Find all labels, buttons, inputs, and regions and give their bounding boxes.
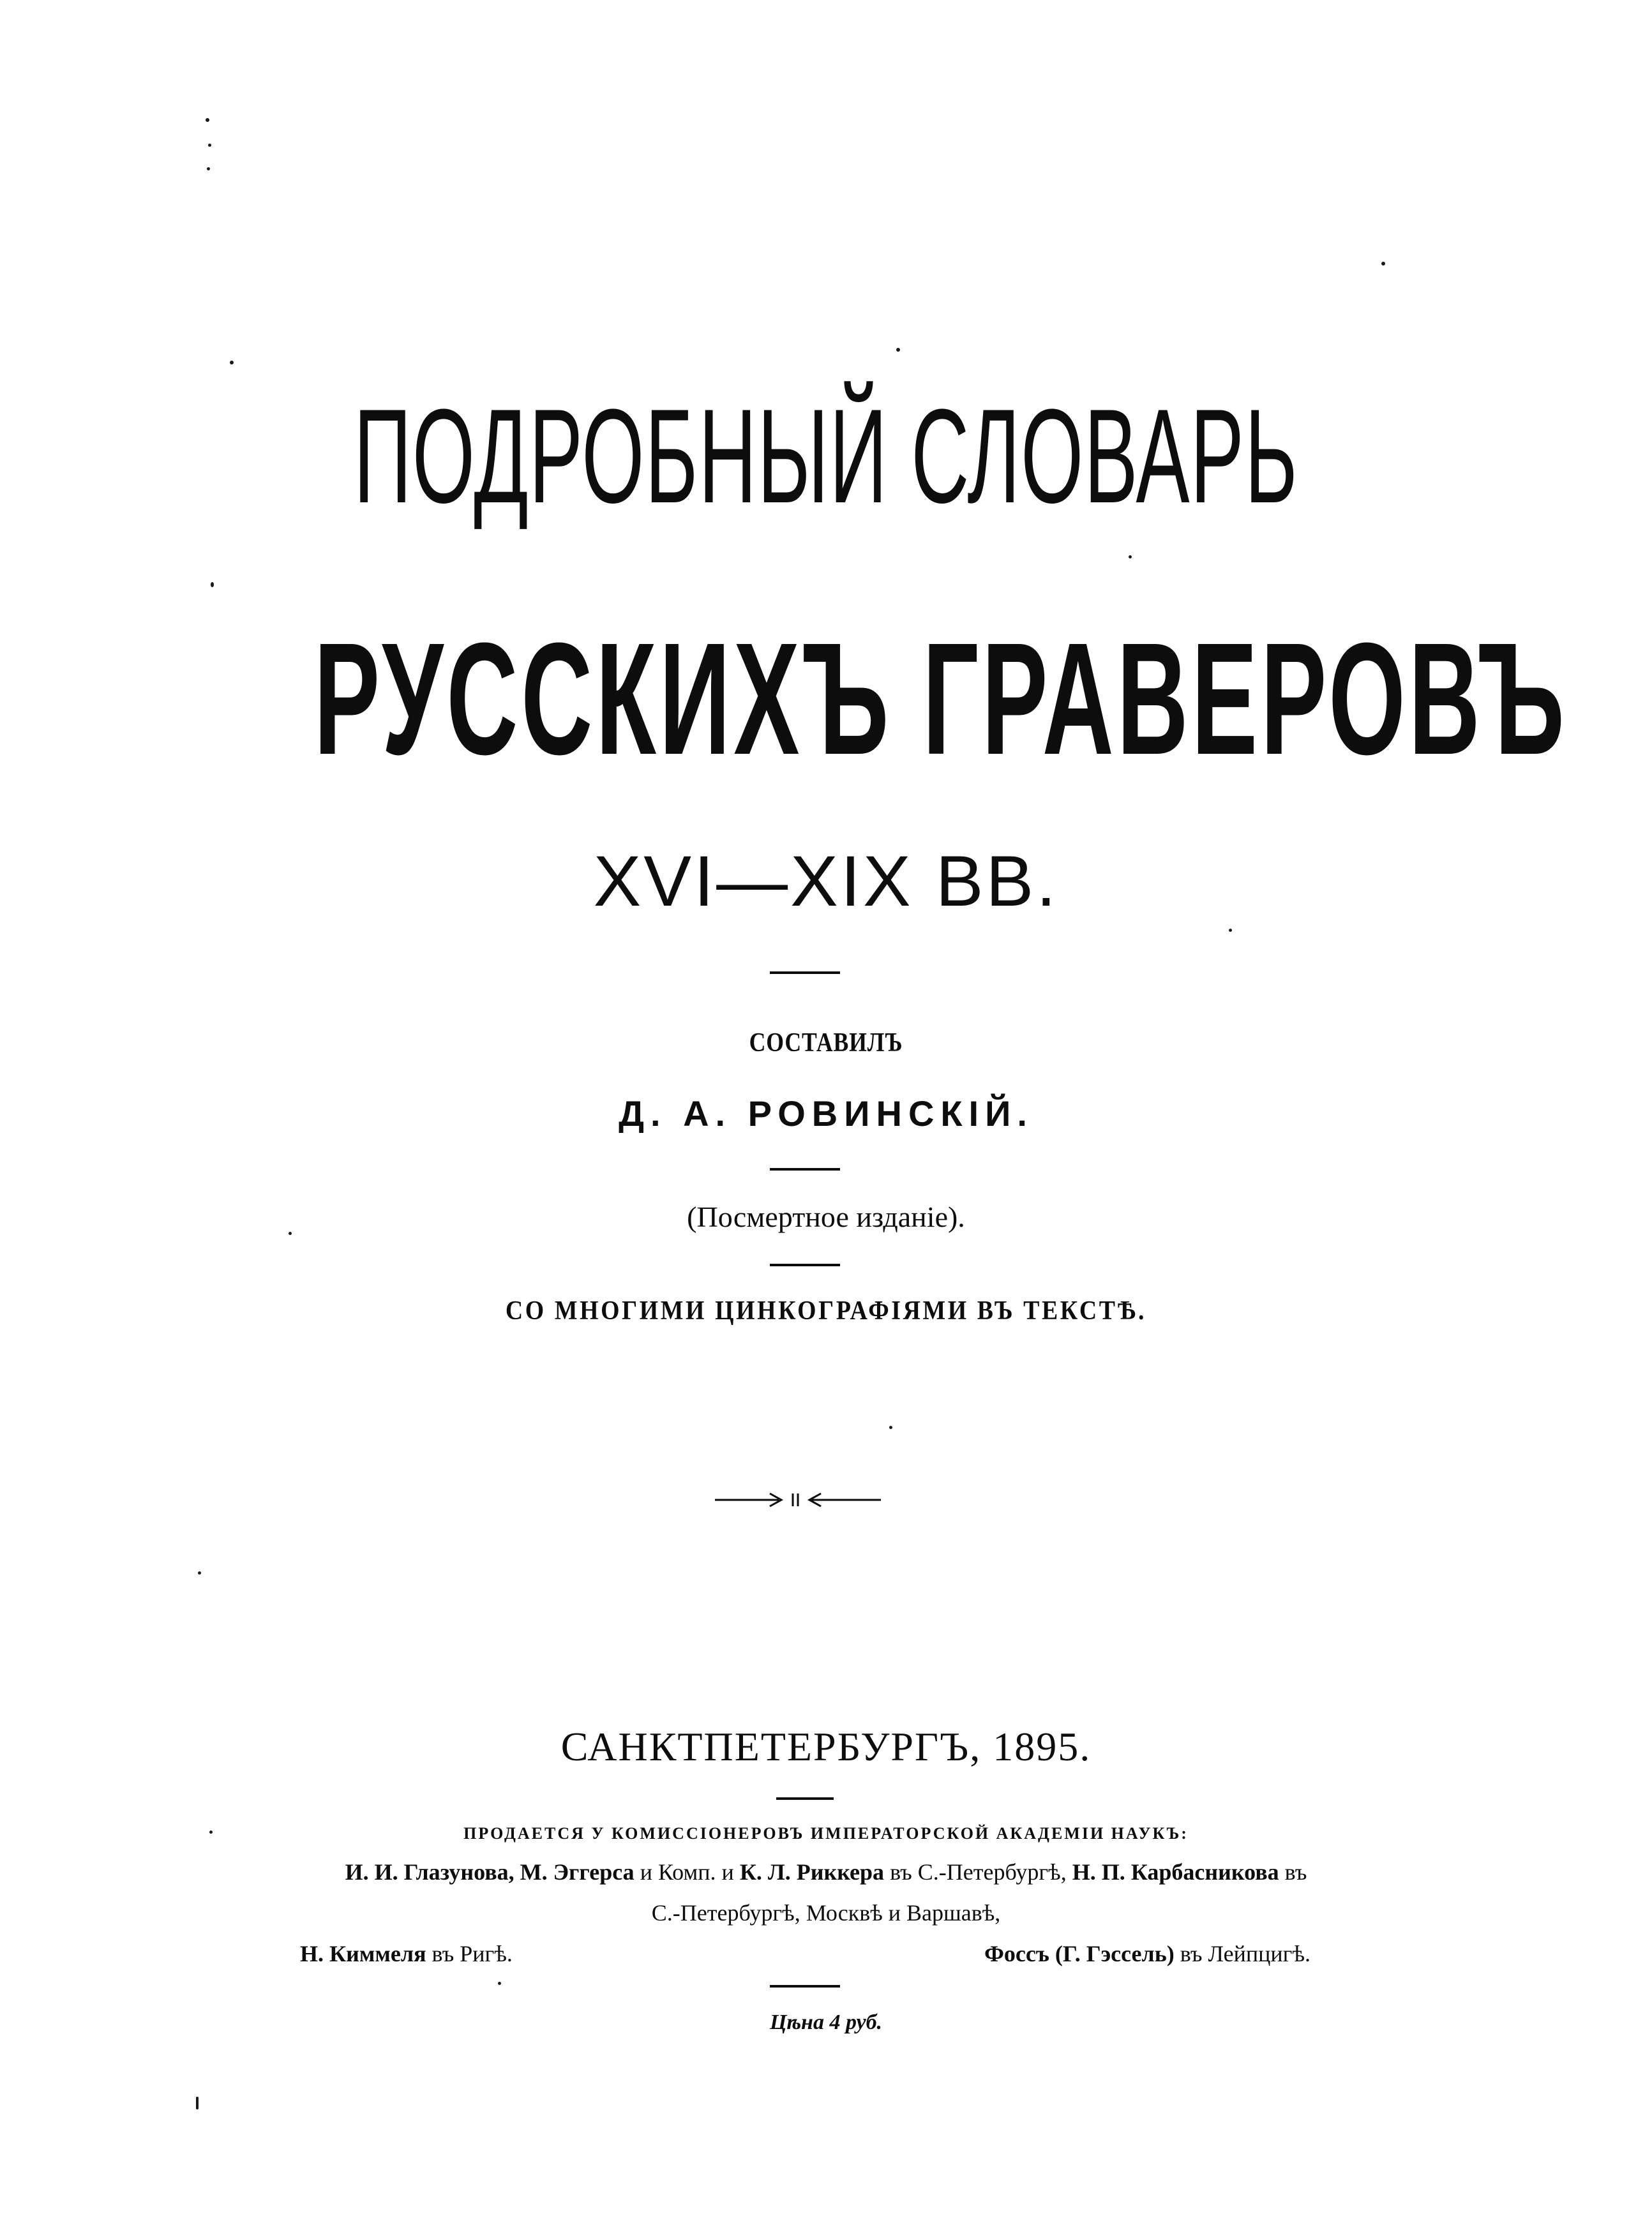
seller-kimmel: Н. Киммеля (300, 1941, 426, 1966)
scan-speck (198, 1571, 201, 1575)
illustrations-note: СО МНОГИМИ ЦИНКОГРАФІЯМИ ВЪ ТЕКСТѢ. (505, 1296, 1147, 1326)
seller-eggers: М. Эггерса (520, 1859, 635, 1885)
divider-rule (776, 1797, 834, 1800)
scan-speck (206, 118, 209, 122)
scan-speck (889, 1426, 892, 1429)
seller-rikker-place: въ С.-Петербургѣ, (884, 1859, 1072, 1885)
scan-speck (211, 582, 214, 587)
seller-eggers-comp: и Комп. и (634, 1859, 740, 1885)
seller-rikker: К. Л. Риккера (739, 1859, 885, 1885)
seller-voss: Фоссъ (984, 1941, 1049, 1966)
scan-speck (1381, 262, 1385, 266)
divider-rule (770, 1168, 840, 1171)
seller-glazunov: И. И. Глазунова, (345, 1859, 514, 1885)
price: Цѣна 4 руб. (769, 2011, 883, 2034)
sellers-line-1 (0, 1859, 1652, 1885)
city-year: САНКТПЕТЕРБУРГЪ, 1895. (560, 1724, 1092, 1769)
scan-speck (230, 361, 234, 364)
sellers-line-2: С.-Петербургѣ, Москвѣ и Варшавѣ, (651, 1900, 1001, 1926)
divider-rule (770, 1985, 840, 1988)
divider-rule (770, 1264, 840, 1266)
scan-speck (208, 144, 211, 147)
scan-speck (289, 1232, 292, 1235)
seller-karbasnikov: Н. П. Карбасникова (1072, 1859, 1279, 1885)
scan-speck (1129, 555, 1132, 558)
scan-speck (498, 1982, 501, 1985)
scan-speck (209, 1831, 213, 1834)
scan-speck (1229, 929, 1232, 932)
title-line-2: РУССКИХЪ ГРАВЕРОВЪ (313, 610, 1568, 788)
ornament-divider-icon (715, 1487, 881, 1513)
sold-by-line: ПРОДАЕТСЯ У КОМИССІОНЕРОВЪ ИМПЕРАТОРСКОЙ АКАДЕМІИ НАУКЪ: (463, 1824, 1189, 1843)
edition-note: (Посмертное изданіе). (687, 1201, 965, 1233)
sellers-line-3-right (984, 1940, 1310, 1967)
seller-voss-place: въ Лейпцигѣ. (1174, 1941, 1310, 1966)
compiled-label: СОСТАВИЛЪ (749, 1028, 903, 1058)
seller-karbasnikov-place: въ (1279, 1859, 1307, 1885)
divider-rule (770, 971, 840, 974)
seller-hessel: (Г. Гэссель) (1049, 1941, 1175, 1966)
seller-kimmel-place: въ Ригѣ. (426, 1941, 513, 1966)
author-name: Д. А. РОВИНСКІЙ. (619, 1093, 1033, 1134)
title-line-1: ПОДРОБНЫЙ СЛОВАРЬ (354, 381, 1298, 531)
centuries-subtitle: XVI—XIX ВВ. (593, 841, 1059, 921)
scan-speck (196, 2097, 199, 2109)
sellers-line-3-left (300, 1940, 513, 1967)
scan-speck (207, 167, 210, 170)
scan-speck (896, 348, 900, 352)
